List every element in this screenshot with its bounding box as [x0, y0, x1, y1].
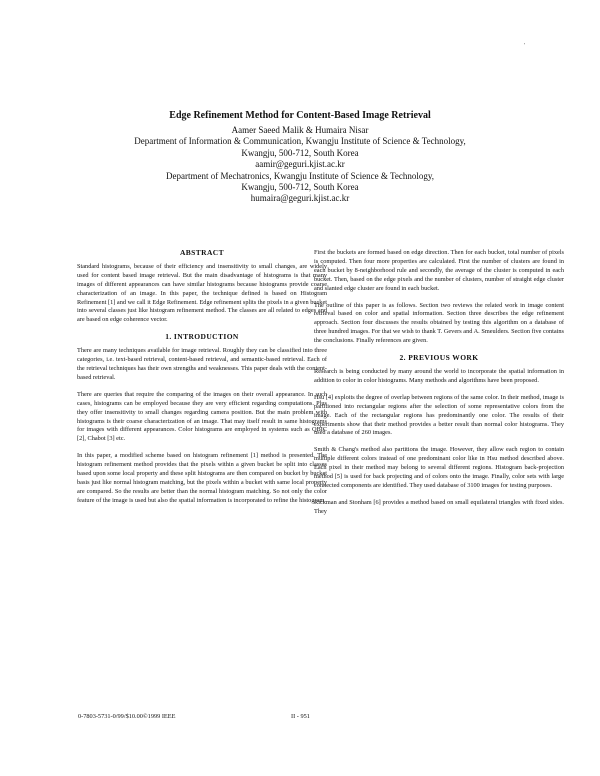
intro-continued-paragraph: First the buckets are formed based on edge direction. Then for each bucket, total number of pixels is computed. Then four more properties are calculated. First the number of clusters are found in each bucket by 8-neighborhood rule and secondly, the average of the cluster is computed in each bucket. Then, based on the edge pixels and the number of clusters, number of straight edge cluster and slanted edge cluster are found in each bucket.	[314, 249, 564, 292]
affiliation-1-email: aamir@geguri.kjist.ac.kr	[255, 159, 345, 170]
previous-work-heading: 2. PREVIOUS WORK	[399, 353, 479, 363]
intro-paragraph-2: There are queries that require the comparing of the images on their overall appearance. In such cases, histograms can be employed because they are very efficient regarding computations. Plus they offer insensitivity to small changes regarding camera position. But the main problem with histograms is their coarse characterization of an image. That may itself result in same histograms for images with different appearances. Color histograms are employed in systems such as QBIC [2], Chabot [3] etc.	[77, 390, 327, 443]
affiliation-1-dept: Department of Information & Communication, Kwangju Institute of Science & Technology,	[134, 136, 466, 147]
author-names: Aamer Saeed Malik & Humaira Nisar	[231, 125, 369, 135]
previous-work-paragraph-3: Smith & Chang's method also partitions the image. However, they allow each region to contain multiple different colors instead of one predominant color like in Hsu method described above. Each pixel in their method may belong to several different regions. Histogram back-projection method [5] is used for back projecting and of colors onto the image. Finally, color sets with large connected components are identified. They used database of 3100 images for testing purposes.	[314, 446, 564, 489]
affiliation-1-city: Kwangju, 500-712, South Korea	[241, 147, 359, 158]
intro-paragraph-3: In this paper, a modified scheme based on histogram refinement [1] method is presented. The histogram refinement method provides that the pixels within a given bucket be split into classes based upon some local property and these split histograms are then compared on bucket by bucket basis just like normal histogram matching, but the pixels within a bucket with same local property are compared. So the results are better than the normal histogram matching. So not only the color feature of the image is used but also the spatial information is incorporated to refine the histogram.	[77, 452, 327, 504]
corner-mark: '	[524, 43, 526, 49]
abstract-text: Standard histograms, because of their efficiency and insensitivity to small changes, are widely used for content based image retrieval. But the main disadvantage of histograms is that many images of different appearances can have similar histograms because histograms provide coarse characterization of an image. In this paper, the technique defined is based on Histogram Refinement [1] and we call it Edge Refinement. Edge refinement splits the pixels in a given bucket into several classes just like histogram refinement method. The classes are all related to edges and are based on edge coherence vector.	[77, 262, 327, 324]
outline-paragraph: The outline of this paper is as follows. Section two reviews the related work in image content retrieval based on color and spatial information. Section three describes the edge refinement approach. Section four discusses the results obtained by testing this algorithm on a database of three hundred images. For that we wish to thank T. Gevers and A. Smeulders. Section five contains the conclusions. Finally references are given.	[314, 301, 564, 345]
affiliation-2-email: humaira@geguri.kjist.ac.kr	[250, 193, 350, 204]
previous-work-paragraph-1: Research is being conducted by many around the world to incorporate the spatial information in addition to color in color histograms. Many methods and algorithms have been proposed.	[314, 367, 564, 384]
abstract-heading: ABSTRACT	[179, 248, 225, 257]
author-block	[120, 125, 480, 205]
affiliation-2-dept: Department of Mechatronics, Kwangju Institute of Science & Technology,	[165, 170, 435, 181]
page-number: II - 951	[291, 713, 310, 720]
right-column	[314, 249, 564, 525]
left-column	[77, 249, 327, 514]
intro-paragraph-1: There are many techniques available for image retrieval. Roughly they can be classified into three categories, i.e. text-based retrieval, content-based retrieval, and semantic-based retrieval. Each of the retrieval techniques has their own strengths and weaknesses. This paper deals with the content-based retrieval.	[77, 347, 327, 381]
paper-title: Edge Refinement Method for Content-Based Image Retrieval	[169, 110, 431, 121]
footer-isbn: 0-7803-5731-0/99/$10.00©1999 IEEE	[78, 713, 176, 720]
affiliation-2-city: Kwangju, 500-712, South Korea	[241, 182, 359, 193]
previous-work-paragraph-2: Hsu [4] exploits the degree of overlap between regions of the same color. In their method, image is partitioned into rectangular regions after the selection of some representative colors from the image. Each of the rectangular regions has predominantly one color. The results of their experiments show that their method provides a better result than normal color histograms. They used a database of 260 images.	[314, 393, 564, 437]
previous-work-paragraph-4: Rickman and Stonham [6] provides a method based on small equilateral triangles with fixed sides. They	[314, 498, 564, 515]
introduction-heading: 1. INTRODUCTION	[165, 332, 239, 342]
